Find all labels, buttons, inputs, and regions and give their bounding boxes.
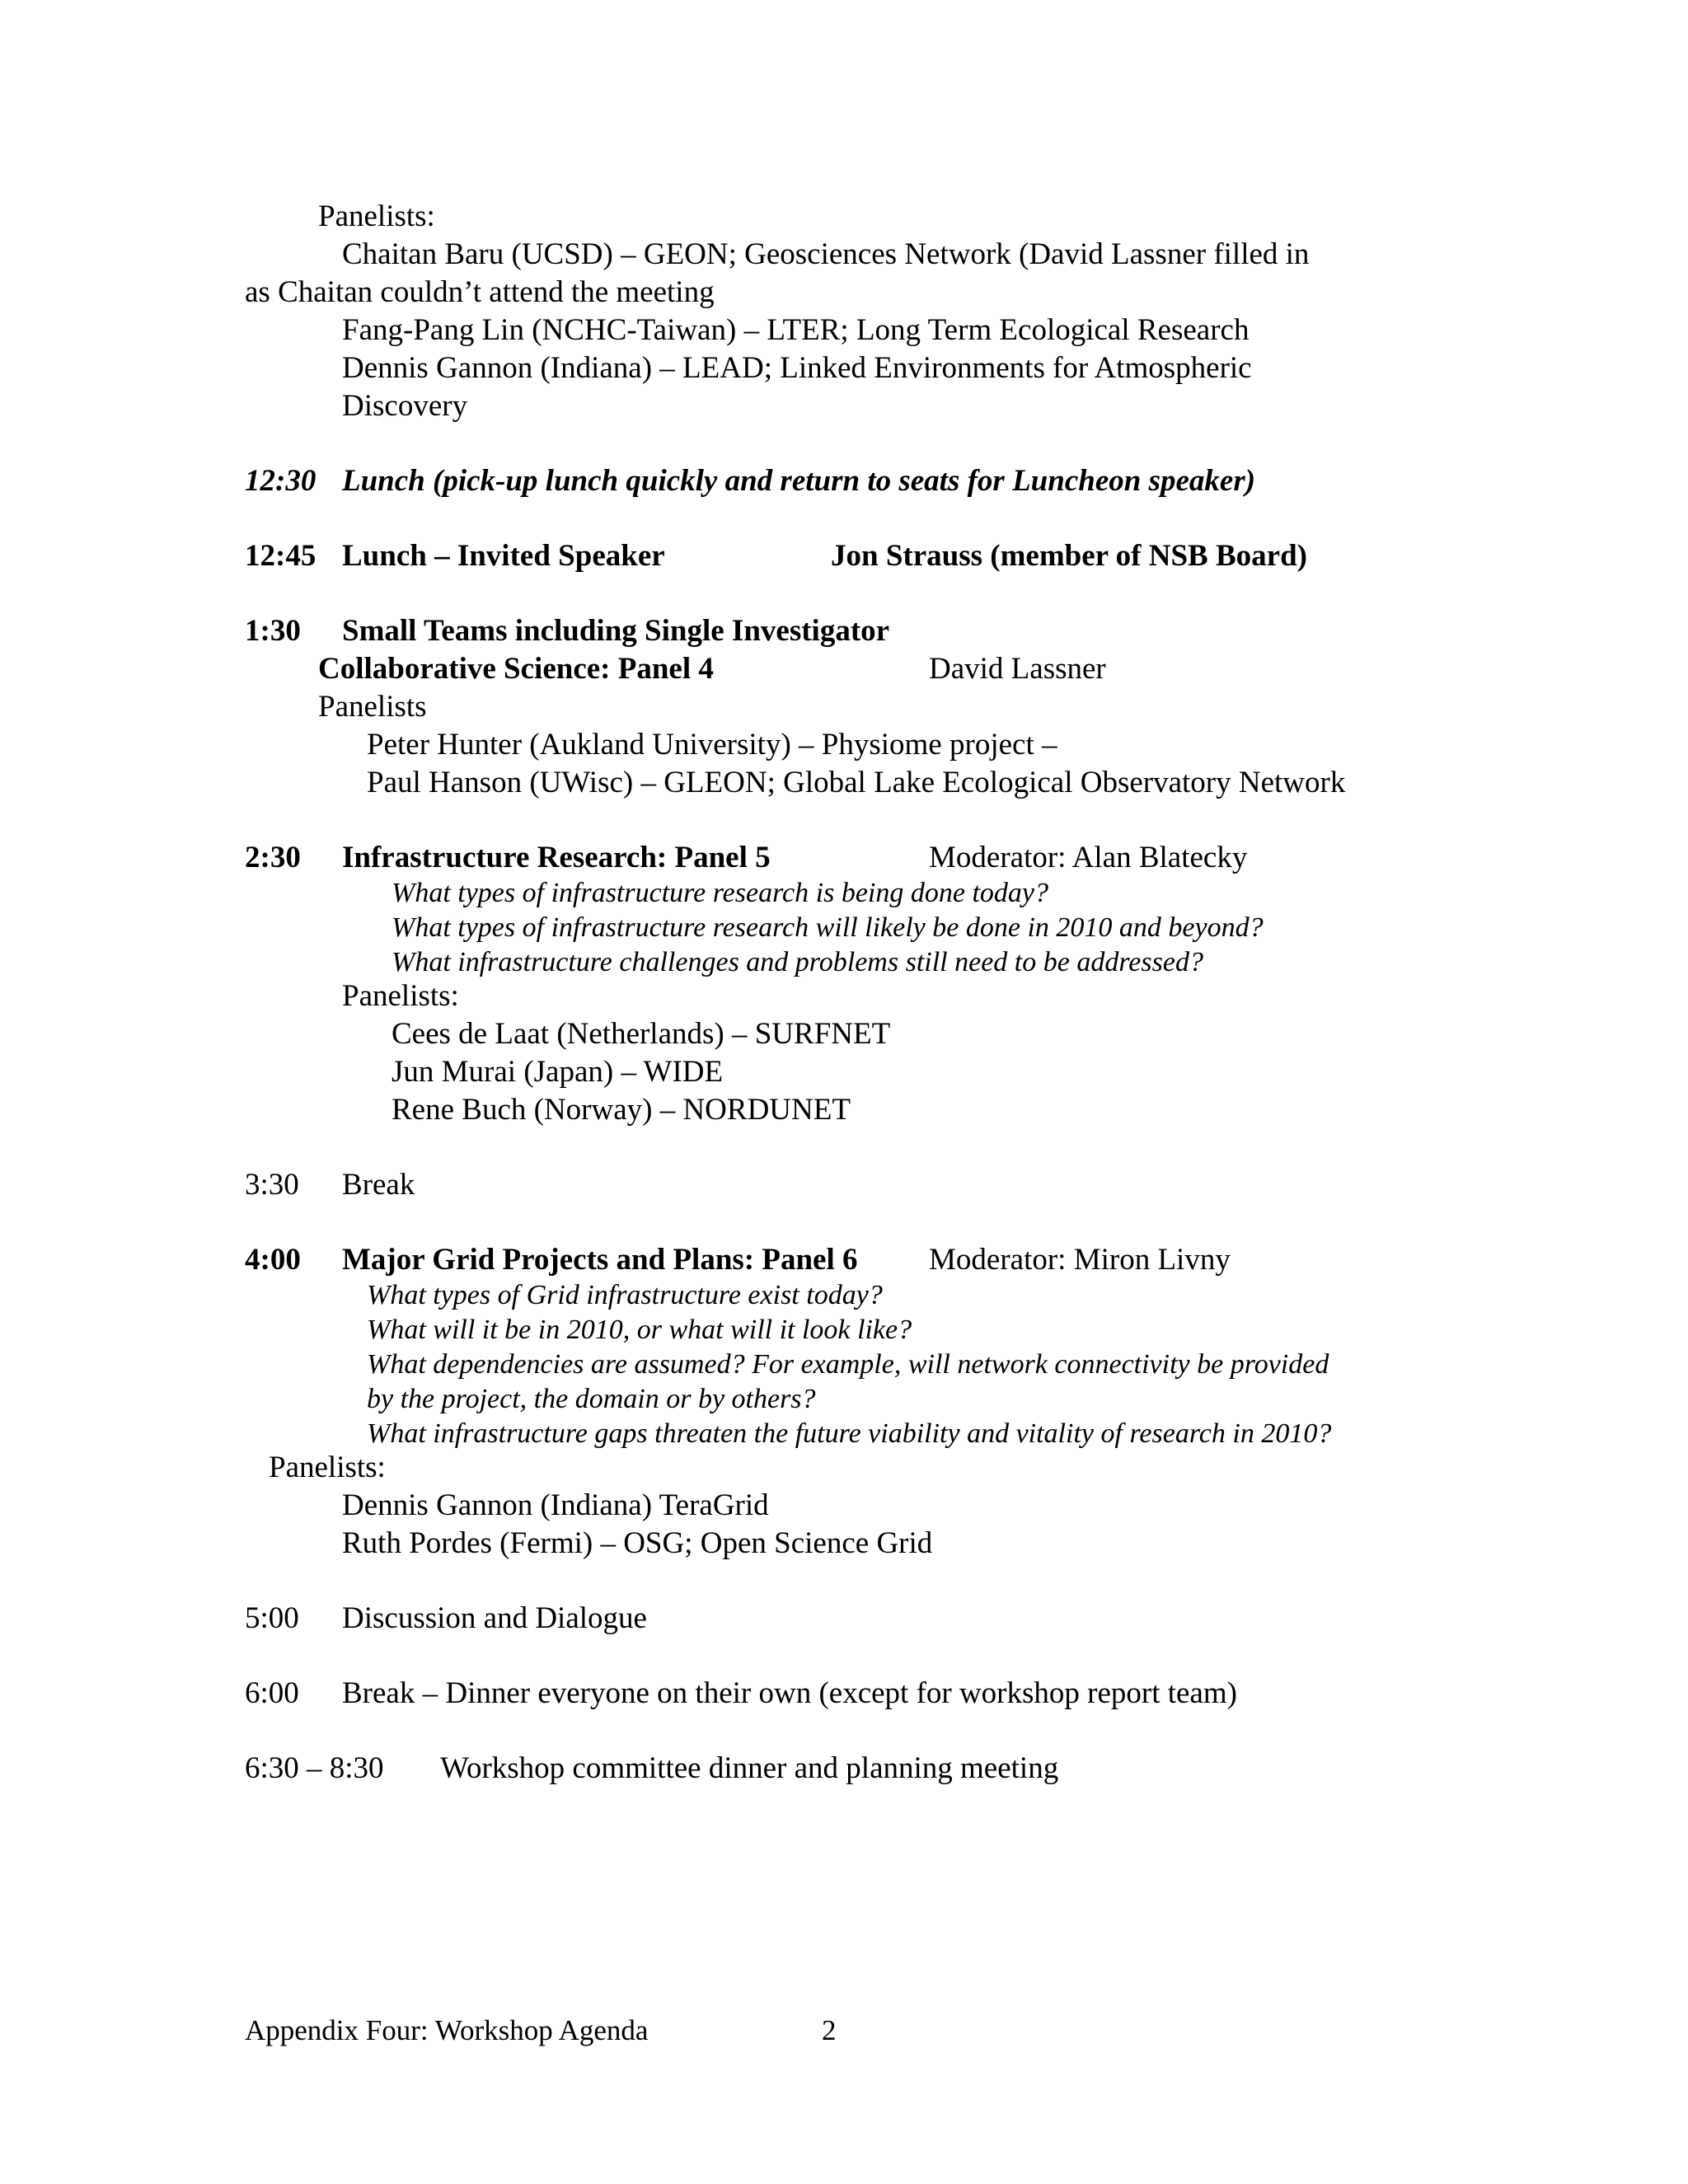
panelist-line: Paul Hanson (UWisc) – GLEON; Global Lake Ecological Observatory Network: [367, 766, 1346, 799]
agenda-time: 1:30: [245, 614, 301, 648]
agenda-item-title-continued: Collaborative Science: Panel 4: [318, 652, 714, 686]
agenda-item-title: Discussion and Dialogue: [342, 1601, 647, 1635]
footer-caption: Appendix Four: Workshop Agenda: [245, 2014, 649, 2046]
discussion-question: What will it be in 2010, or what will it look like?: [367, 1315, 912, 1345]
discussion-question: What types of infrastructure research is being done today?: [392, 878, 1048, 908]
agenda-item-title: Break: [342, 1168, 415, 1202]
agenda-time: 6:30 – 8:30: [245, 1751, 384, 1785]
agenda-time: 2:30: [245, 841, 301, 874]
panelist-line: Dennis Gannon (Indiana) – LEAD; Linked Environments for Atmospheric: [342, 351, 1252, 385]
panelist-line: Dennis Gannon (Indiana) TeraGrid: [342, 1488, 769, 1522]
agenda-time: 3:30: [245, 1168, 299, 1202]
agenda-time: 12:30: [245, 464, 316, 498]
agenda-item-title: Infrastructure Research: Panel 5: [342, 841, 771, 874]
discussion-question: What infrastructure challenges and problems still need to be addressed?: [392, 947, 1203, 977]
agenda-item-title: Lunch (pick-up lunch quickly and return to seats for Luncheon speaker): [342, 464, 1256, 498]
panelists-label: Panelists:: [342, 979, 459, 1013]
agenda-time: 4:00: [245, 1243, 301, 1277]
panelist-line: Fang-Pang Lin (NCHC-Taiwan) – LTER; Long Term Ecological Research: [342, 313, 1250, 347]
panelist-line-continued: Discovery: [342, 389, 468, 423]
panelist-line: Cees de Laat (Netherlands) – SURFNET: [392, 1017, 891, 1051]
agenda-item-title: Major Grid Projects and Plans: Panel 6: [342, 1243, 858, 1277]
page-number: 2: [822, 2014, 837, 2046]
panelist-line: Peter Hunter (Aukland University) – Physiome project –: [367, 728, 1057, 762]
panelist-line: Chaitan Baru (UCSD) – GEON; Geosciences Network (David Lassner filled in: [342, 237, 1310, 271]
agenda-item-title: Break – Dinner everyone on their own (except for workshop report team): [342, 1676, 1237, 1710]
agenda-time: 6:00: [245, 1676, 299, 1710]
panelists-label: Panelists:: [269, 1451, 386, 1484]
agenda-time: 5:00: [245, 1601, 299, 1635]
agenda-item-title: Small Teams including Single Investigator: [342, 614, 890, 648]
panelists-label: Panelists: [318, 690, 427, 724]
moderator: David Lassner: [929, 652, 1106, 686]
agenda-item-title: Lunch – Invited Speaker: [342, 539, 665, 573]
agenda-time: 12:45: [245, 539, 316, 573]
moderator: Moderator: Miron Livny: [929, 1243, 1231, 1277]
discussion-question: What infrastructure gaps threaten the future viability and vitality of research in 2010?: [367, 1418, 1332, 1449]
panelist-line: Jun Murai (Japan) – WIDE: [392, 1055, 724, 1089]
discussion-question: What dependencies are assumed? For example, will network connectivity be provided: [367, 1349, 1329, 1380]
panelist-line: Rene Buch (Norway) – NORDUNET: [392, 1093, 851, 1127]
agenda-item-title: Workshop committee dinner and planning meeting: [440, 1751, 1059, 1785]
discussion-question: What types of infrastructure research will likely be done in 2010 and beyond?: [392, 912, 1264, 943]
panelist-line-continued: as Chaitan couldn’t attend the meeting: [245, 275, 715, 309]
moderator: Moderator: Alan Blatecky: [929, 841, 1248, 874]
panelist-line: Ruth Pordes (Fermi) – OSG; Open Science Grid: [342, 1526, 933, 1560]
panelists-label: Panelists:: [318, 199, 435, 233]
discussion-question: What types of Grid infrastructure exist today?: [367, 1280, 883, 1310]
discussion-question-continued: by the project, the domain or by others?: [367, 1384, 816, 1414]
invited-speaker: Jon Strauss (member of NSB Board): [831, 539, 1307, 573]
